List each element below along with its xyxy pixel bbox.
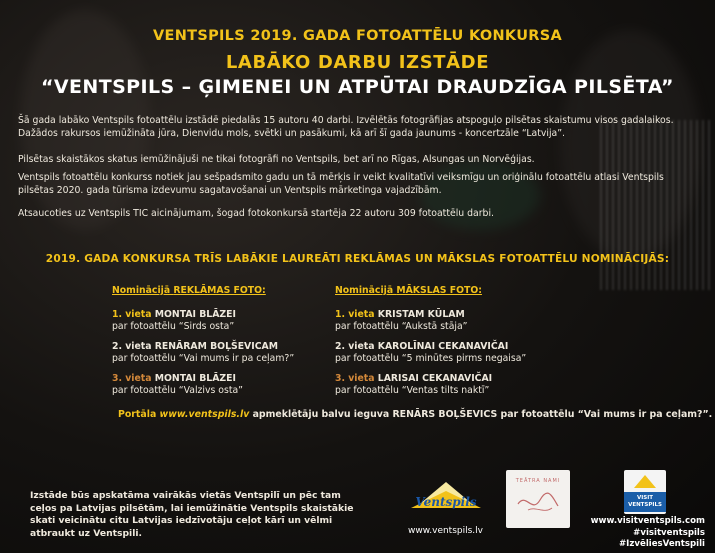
winner-entry [112,341,294,366]
nomination-advertising [112,285,294,405]
ventspils-url[interactable]: www.ventspils.lv [408,526,483,536]
winner-entry [335,373,526,398]
photo-title: par fotoattēlu “Ventas tilts naktī” [335,385,490,396]
svg-text:Ventspils: Ventspils [415,495,477,509]
winner-name: MONTAI BLĀZEI [154,308,236,320]
winner-name: RENĀRAM BOĻŠEVICAM [154,340,278,352]
nomination-art-heading: Nominācijā MĀKSLAS FOTO: [335,285,482,296]
hashtags: #visitventspils #IzvēliesVentspili [618,527,705,549]
winner-name: KAROLĪNAI CEKANAVIČAI [377,340,509,352]
photo-title: par fotoattēlu “Sirds osta” [112,321,235,332]
title-line-2: LABĀKO DARBU IZSTĀDE [225,52,490,73]
place: 2. vieta [335,340,375,352]
title-line-3: “VENTSPILS – ĢIMENEI UN ATPŪTAI DRAUDZĪGA PILSĒTA” [41,76,674,98]
winner-name: KRISTAM KŪLAM [377,308,465,320]
place: 2. vieta [112,340,152,352]
paragraph-1: Šā gada labāko Ventspils fotoattēlu izstādē piedalās 15 autoru 40 darbi. Izvēlētās fotogrāfijas atspoguļo pilsētas skaistumu visos gadalaikos. Dažādos rakursos iemūžināta jūra, Dienvidu mols, svētki un pasākumi, kā arī šī gada jaunums - koncertzāle “Latvija”. [18,115,674,139]
portal-award-text: Portāla www.ventspils.lv apmeklētāju balvu ieguva RENĀRS BOĻŠEVICS par fotoattēlu “Vai mums ir pa ceļam?”. [118,409,713,420]
footer-links [560,516,705,551]
winner-entry [335,309,526,334]
photo-title: par fotoattēlu “5 minūtes pirms negaisa” [335,353,527,364]
footer-text: Izstāde būs apskatāma vairākās vietās Ventspilī un pēc tam ceļos pa Latvijas pilsētām, lai iemūžinātie Ventspils skaistākie skati veicinātu citu Latvijas iedzīvotāju ceļot kārī un vēlmi atbraukt uz Ventspili. [30,490,354,539]
visit-ventspils-logo: VISIT VENTSPILS [624,470,666,514]
winner-name: MONTAI BLĀZEI [154,372,236,384]
portal-link[interactable]: www.ventspils.lv [159,409,250,420]
nominations-subtitle: 2019. GADA KONKURSA TRĪS LABĀKIE LAUREĀTI REKLĀMAS UN MĀKSLAS FOTOATTĒLU NOMINĀCIJĀS: [45,253,670,265]
nomination-advertising-heading: Nominācijā REKLĀMAS FOTO: [112,285,266,296]
place: 3. vieta [112,372,152,384]
winner-entry [335,341,526,366]
place: 1. vieta [335,308,375,320]
ventspils-logo [405,478,487,518]
house-icon [624,470,666,492]
title-line-1: VENTSPILS 2019. GADA FOTOATTĒLU KONKURSA [152,28,563,44]
paragraph-3: Ventspils fotoattēlu konkurss notiek jau sešpadsmito gadu un tā mērķis ir veikt kvalitatīvi veiksmīgu un oriģinālu fotoattēlu atlasi Ventspils pilsētas 2020. gada tūrisma izdevumu sagatavošanai un Ventspils mārketinga vajadzībām. [18,172,664,196]
visit-url[interactable]: www.visitventspils.com [590,516,705,526]
paragraph-2: Pilsētas skaistākos skatus iemūžinājuši ne tikai fotogrāfi no Ventspils, bet arī no Rīgas, Alsungas un Norvēģijas. [18,154,535,165]
winner-name: LARISAI CEKANAVIČAI [377,372,493,384]
place: 3. vieta [335,372,375,384]
photo-title: par fotoattēlu “Valzivs osta” [112,385,243,396]
photo-title: par fotoattēlu “Vai mums ir pa ceļam?” [112,353,295,364]
place: 1. vieta [112,308,152,320]
winner-entry [112,373,294,398]
paragraph-4: Atsaucoties uz Ventspils TIC aicinājumam, šogad fotokonkursā startēja 22 autoru 309 fotoattēlu darbi. [18,208,494,219]
winner-entry [112,309,294,334]
nomination-art [335,285,526,405]
teatra-nami-logo: TEĀTRA NAMI [506,470,570,528]
photo-title: par fotoattēlu “Aukstā stāja” [335,321,468,332]
